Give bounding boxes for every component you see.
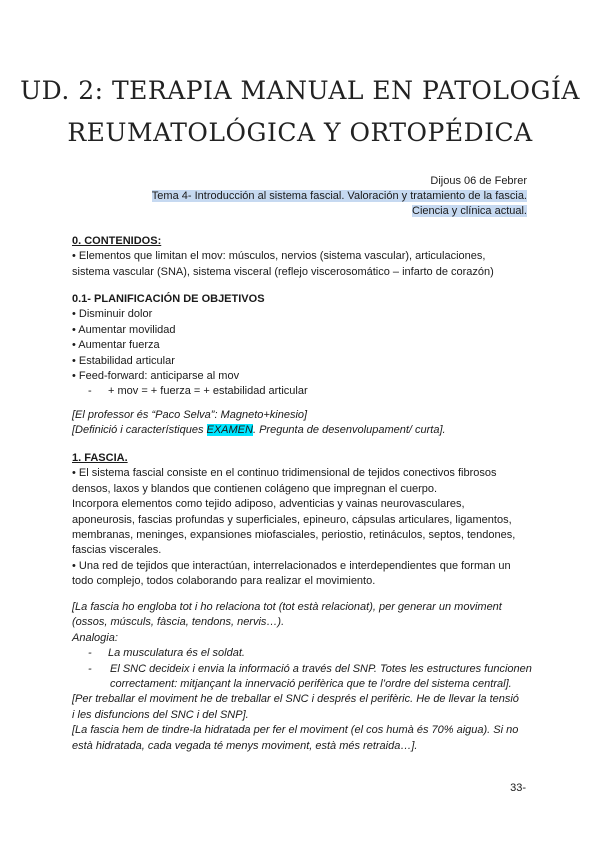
objective-item: • Estabilidad articular — [72, 354, 175, 367]
fascia-line: • Una red de tejidos que interactúan, interrelacionados e interdependientes que forman un — [72, 559, 511, 572]
analogia-line: i les disfuncions del SNC i del SNP]. — [72, 708, 249, 721]
planificacion-heading: 0.1- PLANIFICACIÓN DE OBJETIVOS — [72, 293, 265, 305]
fascia-section — [72, 451, 532, 590]
fascia-heading: 1. FASCIA. — [72, 452, 128, 464]
topic-highlight-2: Ciencia y clínica actual. — [412, 205, 527, 217]
topic-highlight-1: Tema 4- Introducción al sistema fascial. Valoración y tratamiento de la fascia. — [151, 190, 527, 202]
objective-item: • Disminuir dolor — [72, 308, 153, 321]
objective-subitem: - + mov = + fuerza = + estabilidad articular — [88, 385, 308, 398]
analogia-line: [Per treballar el moviment he de treballar el SNC i després el perifèric. He de llevar la tensió — [72, 693, 519, 706]
contenidos-heading: 0. CONTENIDOS: — [72, 235, 162, 247]
contenidos-line: • Elementos que limitan el mov: músculos, nervios (sistema vascular), articulaciones, — [72, 250, 486, 263]
professor-note — [72, 408, 532, 439]
page-title-line-1: UD. 2: TERAPIA MANUAL EN PATOLOGÍA — [20, 76, 580, 105]
objective-item: • Aumentar fuerza — [72, 339, 160, 352]
analogia-label: Analogia: — [72, 631, 118, 644]
analogia-line: (ossos, músculs, fàscia, tendons, nervis…). — [72, 616, 285, 629]
fascia-line: Incorpora elementos como tejido adiposo, adventicias y vainas neurovasculares, — [72, 498, 465, 511]
fascia-line: aponeurosis, fascias profundas y superficiales, epineuro, cápsulas articulares, ligamentos, — [72, 513, 512, 526]
page-title-line-2: REUMATOLÓGICA Y ORTOPÉDICA — [67, 118, 533, 147]
analogia-section — [72, 600, 534, 754]
objective-item: • Feed-forward: anticiparse al mov — [72, 370, 240, 383]
note-line: [Definició i característiques EXAMEN. Pregunta de desenvolupament/ curta]. — [72, 424, 446, 437]
fascia-line: densos, laxos y blandos que contienen colágeno que impregnan el cuerpo. — [72, 482, 438, 495]
analogia-item: - El SNC decideix i envia la informació a través del SNP. Totes les estructures funcionen correctament: mitjançant la innervació perifèrica que te l’ordre del sistema central]. — [88, 662, 532, 691]
date-line: Dijous 06 de Febrer — [430, 175, 527, 187]
fascia-line: membranas, meninges, expansiones miofasciales, periostio, retináculos, septos, tendones, — [72, 529, 516, 542]
topic-line-1 — [152, 189, 527, 204]
analogia-line: [La fascia ho engloba tot i ho relaciona tot (tot està relacionat), per generar un moviment — [72, 601, 502, 613]
fascia-line: todo complejo, todos colaborando para realizar el movimiento. — [72, 575, 376, 588]
analogia-line: està hidratada, cada vegada té menys moviment, està més retraida…]. — [72, 739, 418, 752]
exam-highlight: EXAMEN — [206, 424, 253, 437]
page-number: 33- — [510, 782, 526, 794]
fascia-line: fascias viscerales. — [72, 544, 162, 557]
analogia-line: [La fascia hem de tindre-la hidratada per fer el moviment (el cos humà és 70% aigua). Si no — [72, 724, 519, 737]
planificacion-section — [72, 292, 532, 400]
analogia-item: - La musculatura és el soldat. — [88, 647, 245, 660]
objective-item: • Aumentar movilidad — [72, 323, 176, 336]
contenidos-section — [72, 234, 532, 280]
fascia-line: • El sistema fascial consiste en el continuo tridimensional de tejidos conectivos fibrosos — [72, 467, 497, 480]
topic-line-2 — [412, 204, 527, 219]
note-line: [El professor és “Paco Selva”: Magneto+kinesio] — [72, 409, 308, 421]
contenidos-line: sistema vascular (SNA), sistema visceral (reflejo viscerosomático – infarto de corazón) — [72, 265, 494, 278]
